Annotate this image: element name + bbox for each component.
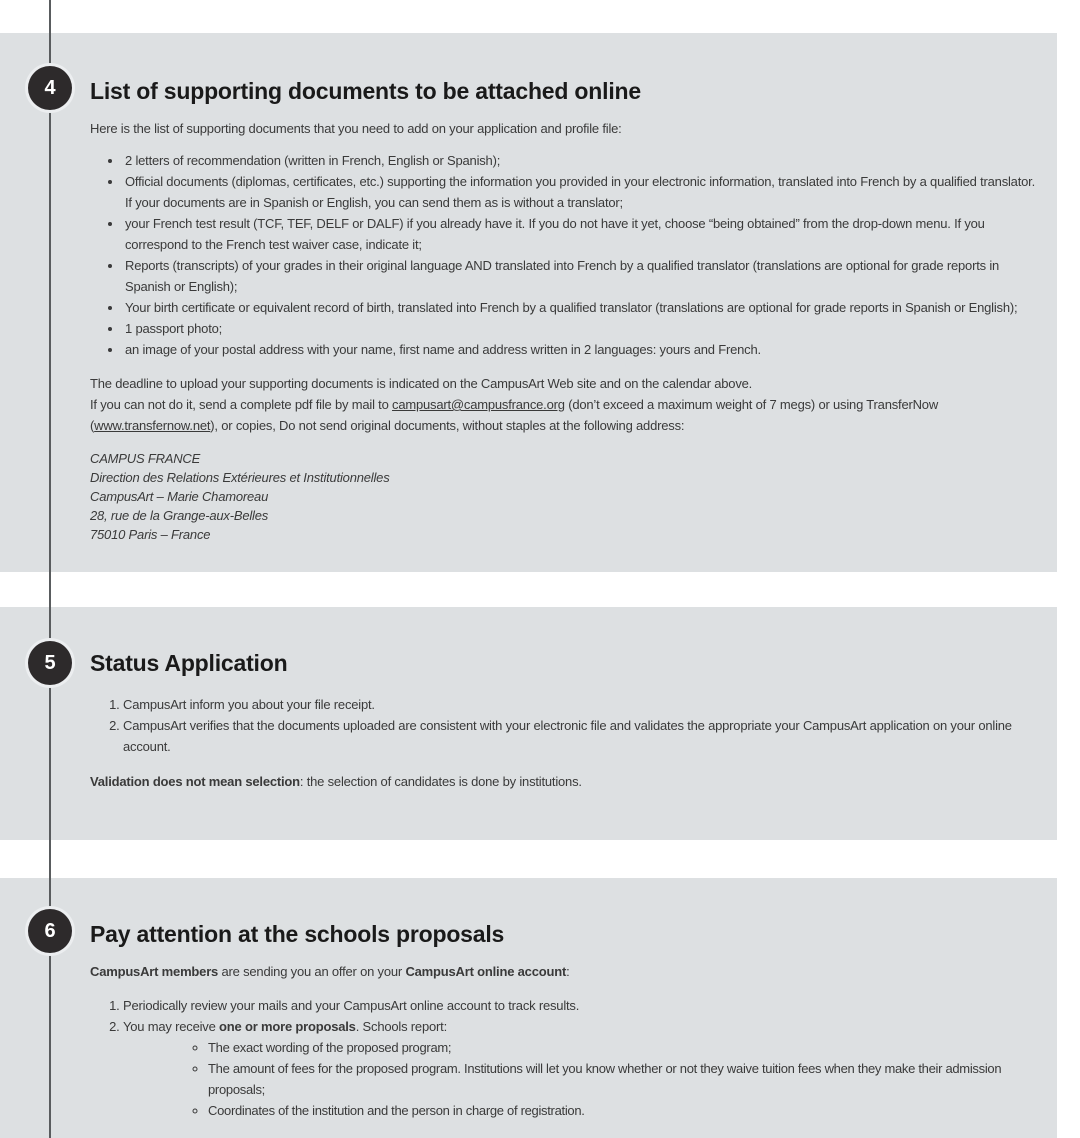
list-item: ◦ The exact wording of the proposed program; bbox=[208, 1037, 1040, 1058]
proposals-intro bbox=[90, 961, 1040, 982]
list-item: • an image of your postal address with your name, first name and address written in 2 languages: yours and French. bbox=[123, 339, 1040, 360]
list-item bbox=[123, 1016, 1040, 1121]
validation-note-rest: : the selection of candidates is done by institutions. bbox=[299, 774, 582, 789]
deadline-line2-pre: If you can not do it, send a complete pdf file by mail to bbox=[90, 397, 393, 412]
section-heading: List of supporting documents to be attached online bbox=[90, 78, 641, 104]
address-line: 28, rue de la Grange-aux-Belles bbox=[90, 508, 269, 523]
email-link[interactable]: campusart@campusfrance.org bbox=[392, 397, 565, 412]
section-heading: Status Application bbox=[90, 650, 288, 676]
step-number: 4 bbox=[44, 76, 56, 99]
section-supporting-documents bbox=[0, 33, 1057, 572]
address-line: CampusArt – Marie Chamoreau bbox=[90, 489, 269, 504]
intro-mid: are sending you an offer on your bbox=[218, 964, 406, 979]
list-item: ◦ The amount of fees for the proposed program. Institutions will let you know whether or not they waive tuition fees when they make their admission proposals; bbox=[208, 1058, 1040, 1100]
list-item: 1. Periodically review your mails and your CampusArt online account to track results. bbox=[123, 995, 1040, 1016]
list-item: • 1 passport photo; bbox=[123, 318, 1040, 339]
list-item: • Reports (transcripts) of your grades in their original language AND translated into French by a qualified translator (translations are optional for grade reports in Spanish or English); bbox=[123, 255, 1040, 297]
postal-address bbox=[90, 449, 1040, 544]
address-line: CAMPUS FRANCE bbox=[90, 451, 201, 466]
timeline-line bbox=[49, 0, 51, 1138]
step-5-badge bbox=[28, 641, 72, 685]
list-item: 2. CampusArt verifies that the documents uploaded are consistent with your electronic file and validates the appropriate your CampusArt application on your online account. bbox=[123, 715, 1040, 757]
step2-post: . Schools report: bbox=[355, 1019, 447, 1034]
status-steps-list bbox=[90, 694, 1040, 757]
address-line: Direction des Relations Extérieures et Institutionnelles bbox=[90, 470, 390, 485]
list-item: • Your birth certificate or equivalent record of birth, translated into French by a qualified translator (translations are optional for grade reports in Spanish or English); bbox=[123, 297, 1040, 318]
intro-bold-members: CampusArt members bbox=[90, 964, 219, 979]
intro-end: : bbox=[566, 964, 570, 979]
list-item: • Official documents (diplomas, certificates, etc.) supporting the information you provided in your electronic information, translated into French by a qualified translator. If your documents are in Spanish or English, you can send them as is without a translator; bbox=[123, 171, 1040, 213]
deadline-paragraph bbox=[90, 373, 1040, 436]
deadline-line3-post: ), or copies, Do not send original documents, without staples at the following address: bbox=[210, 418, 685, 433]
step-number: 5 bbox=[44, 651, 56, 674]
step2-bold: one or more proposals bbox=[219, 1019, 356, 1034]
intro-bold-account: CampusArt online account bbox=[405, 964, 567, 979]
deadline-line2-post: (don’t exceed a maximum weight of 7 megs) or using TransferNow bbox=[564, 397, 939, 412]
documents-list bbox=[90, 150, 1040, 360]
section-school-proposals bbox=[0, 878, 1057, 1138]
deadline-line1: The deadline to upload your supporting documents is indicated on the CampusArt Web site and on the calendar above. bbox=[90, 376, 753, 391]
intro-text: Here is the list of supporting documents that you need to add on your application and profile file: bbox=[90, 121, 622, 136]
proposals-steps-list bbox=[90, 995, 1040, 1121]
step-number: 6 bbox=[44, 919, 56, 942]
validation-note bbox=[90, 771, 1040, 792]
validation-note-bold: Validation does not mean selection bbox=[90, 774, 300, 789]
step-6-badge bbox=[28, 909, 72, 953]
schools-report-sublist bbox=[123, 1037, 1040, 1121]
section-status-application bbox=[0, 607, 1057, 840]
list-item: • 2 letters of recommendation (written in French, English or Spanish); bbox=[123, 150, 1040, 171]
list-item: 1. CampusArt inform you about your file receipt. bbox=[123, 694, 1040, 715]
list-item: ◦ Coordinates of the institution and the person in charge of registration. bbox=[208, 1100, 1040, 1121]
section-heading: Pay attention at the schools proposals bbox=[90, 921, 505, 947]
address-line: 75010 Paris – France bbox=[90, 527, 211, 542]
transfernow-link[interactable]: www.transfernow.net bbox=[94, 418, 211, 433]
list-item: • your French test result (TCF, TEF, DELF or DALF) if you already have it. If you do not have it yet, choose “being obtained” from the drop-down menu. If you correspond to the French test waiver case, indicate it; bbox=[123, 213, 1040, 255]
step2-pre: You may receive bbox=[123, 1019, 220, 1034]
deadline-line3-pre: ( bbox=[90, 418, 95, 433]
step-4-badge bbox=[28, 66, 72, 110]
